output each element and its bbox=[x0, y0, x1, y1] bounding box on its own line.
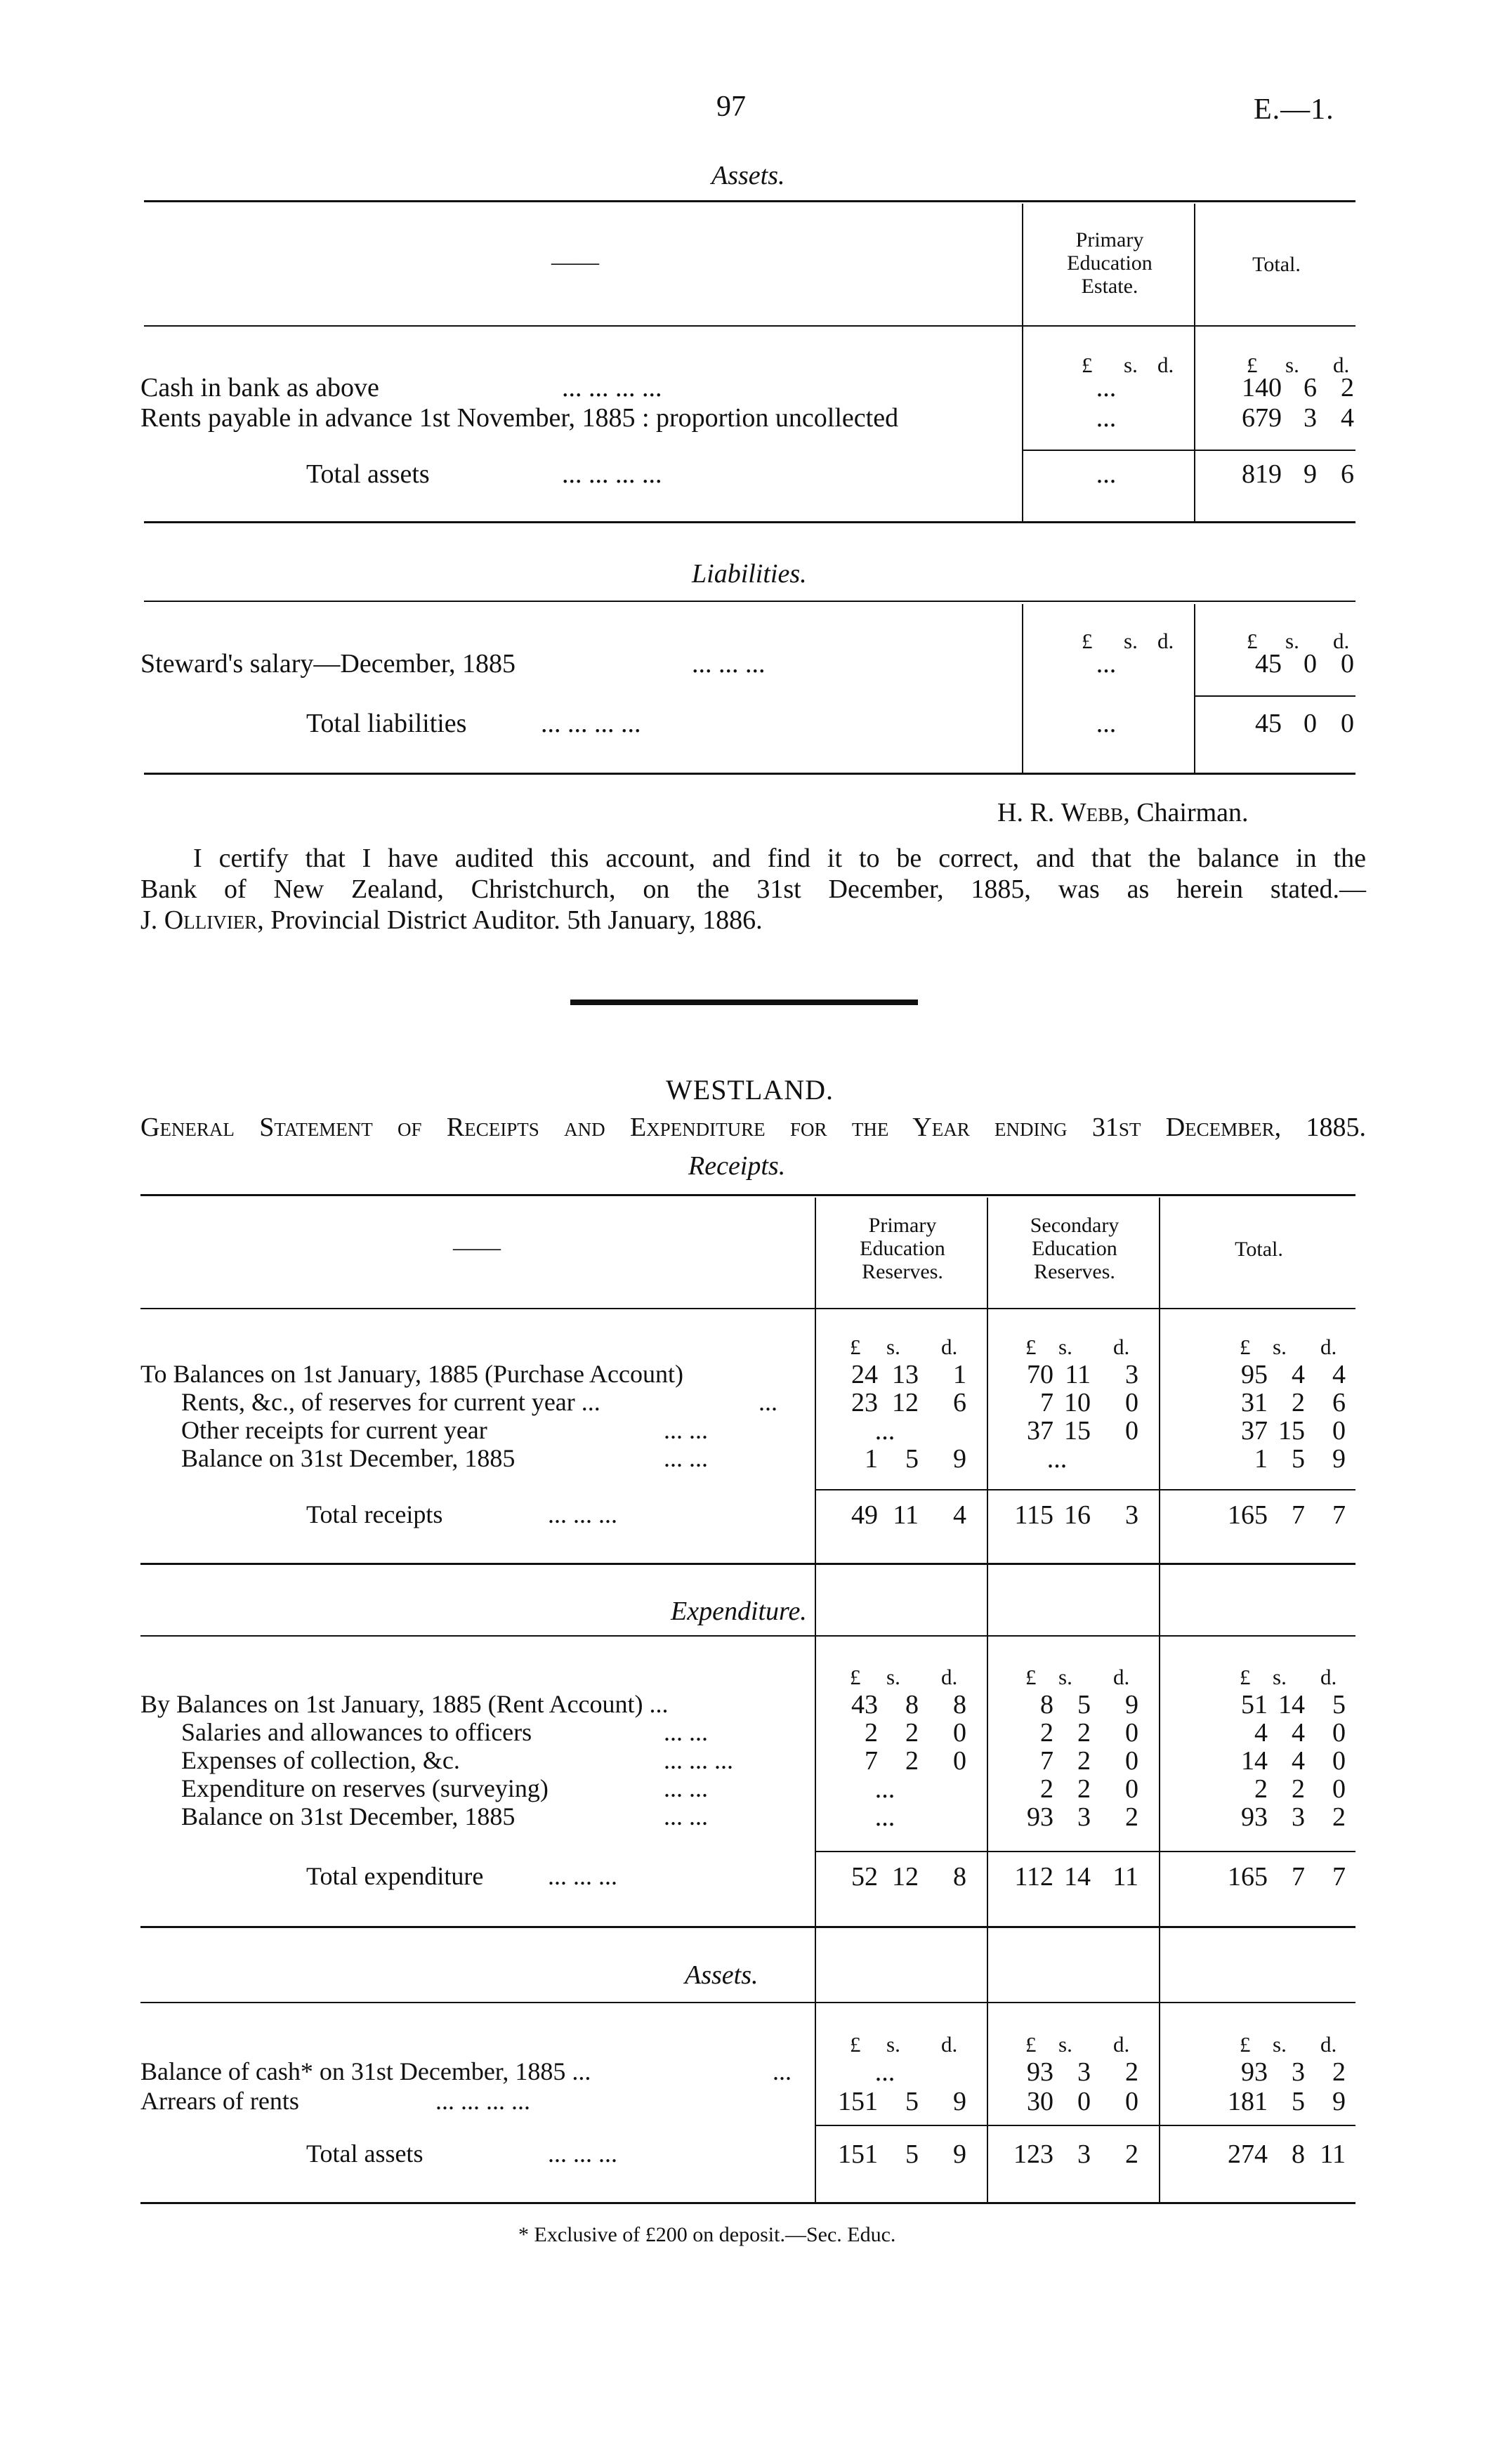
cell-pounds: 31 bbox=[1241, 1388, 1268, 1417]
unit-pence: d. bbox=[1157, 353, 1174, 377]
cell-pence: 9 bbox=[1332, 1444, 1346, 1474]
cell-shillings: 8 bbox=[905, 1690, 919, 1719]
cell: ... bbox=[1096, 649, 1117, 679]
col-header-secondary: Secondary Education Reserves. bbox=[1030, 1214, 1120, 1283]
row-label: Rents payable in advance 1st November, 1885 : proportion uncollected bbox=[140, 403, 899, 433]
page-number: 97 bbox=[716, 91, 746, 123]
leader-dots: ... ... ... ... bbox=[562, 459, 662, 489]
unit-shillings: s. bbox=[1273, 1665, 1287, 1689]
cell-pounds: 37 bbox=[1241, 1416, 1268, 1446]
unit-pounds: £ bbox=[1247, 353, 1258, 377]
row-label: Arrears of rents bbox=[140, 2087, 299, 2115]
cell-pounds: 14 bbox=[1241, 1746, 1268, 1776]
cell-pounds: 7 bbox=[865, 1746, 878, 1776]
cell-pence: 6 bbox=[1341, 459, 1354, 489]
cell-pence: 9 bbox=[1332, 2087, 1346, 2116]
cell-pounds: 151 bbox=[838, 2087, 878, 2116]
total-label: Total receipts bbox=[306, 1500, 443, 1528]
unit-shillings: s. bbox=[886, 1665, 900, 1689]
cell-pence: 0 bbox=[1341, 649, 1354, 679]
cell-pence: 0 bbox=[1332, 1746, 1346, 1776]
cell-pounds: 70 bbox=[1027, 1360, 1053, 1389]
unit-pence: d. bbox=[1320, 1335, 1337, 1359]
cell-shillings: 3 bbox=[1077, 2139, 1091, 2169]
cell-shillings: 10 bbox=[1064, 1388, 1091, 1417]
cell-pence: 6 bbox=[1332, 1388, 1346, 1417]
expenditure-title: Expenditure. bbox=[671, 1597, 807, 1626]
cell-pounds: 24 bbox=[851, 1360, 878, 1389]
unit-pence: d. bbox=[1320, 2032, 1337, 2057]
col-divider bbox=[1022, 604, 1023, 773]
cell-pounds: 51 bbox=[1241, 1690, 1268, 1719]
cell-shillings: 3 bbox=[1292, 1802, 1305, 1832]
rule bbox=[140, 1926, 1355, 1928]
unit-shillings: s. bbox=[1058, 2032, 1072, 2057]
cell-pence: 8 bbox=[953, 1862, 966, 1892]
unit-pence: d. bbox=[1113, 1665, 1130, 1689]
cell-shillings: 7 bbox=[1292, 1862, 1305, 1892]
col-header-total: Total. bbox=[1252, 253, 1301, 276]
cell-pounds: 274 bbox=[1228, 2139, 1268, 2169]
cell-pence: 9 bbox=[953, 2139, 966, 2169]
unit-pounds: £ bbox=[850, 2032, 861, 2057]
unit-pounds: £ bbox=[1082, 353, 1093, 377]
unit-pounds: £ bbox=[1240, 2032, 1251, 2057]
cell-pence: 0 bbox=[1332, 1774, 1346, 1804]
leader-dots: ... ... ... bbox=[692, 649, 766, 679]
rule bbox=[815, 1851, 1355, 1852]
cell-pounds: 93 bbox=[1027, 1802, 1053, 1832]
unit-pounds: £ bbox=[1240, 1665, 1251, 1689]
cell-pounds: 2 bbox=[1254, 1774, 1268, 1804]
cell-shillings: 14 bbox=[1064, 1862, 1091, 1892]
cell-shillings: 9 bbox=[1304, 459, 1317, 489]
unit-shillings: s. bbox=[886, 1335, 900, 1359]
col-divider bbox=[987, 1198, 988, 2202]
cell-pence: 9 bbox=[953, 2087, 966, 2116]
unit-pounds: £ bbox=[1082, 629, 1093, 653]
cell: ... bbox=[1096, 709, 1117, 738]
cell-pence: 2 bbox=[1125, 2139, 1138, 2169]
unit-shillings: s. bbox=[886, 2032, 900, 2057]
cell-pence: 0 bbox=[953, 1718, 966, 1748]
unit-pence: d. bbox=[1333, 629, 1350, 653]
cell-shillings: 2 bbox=[1077, 1718, 1091, 1748]
cell-empty: ... bbox=[874, 1774, 895, 1804]
total-label: Total assets bbox=[306, 2139, 424, 2168]
cell-pence: 11 bbox=[1112, 1862, 1138, 1892]
unit-pounds: £ bbox=[1025, 2032, 1037, 2057]
rule bbox=[144, 200, 1355, 202]
cell-pence: 0 bbox=[1332, 1718, 1346, 1748]
col-header-primary-estate: Primary Education Estate. bbox=[1067, 228, 1153, 298]
row-label: Salaries and allowances to officers bbox=[181, 1718, 532, 1746]
rule bbox=[815, 1489, 1355, 1490]
cell-shillings: 2 bbox=[1077, 1746, 1091, 1776]
cell-pence: 0 bbox=[1125, 1416, 1138, 1446]
leader-dots: ... bbox=[759, 1388, 777, 1416]
cell-shillings: 2 bbox=[905, 1746, 919, 1776]
rule bbox=[1022, 450, 1355, 451]
cell-shillings: 12 bbox=[892, 1388, 919, 1417]
total-label: Total assets bbox=[306, 459, 430, 489]
assets-title: Assets. bbox=[685, 1960, 759, 1990]
cell-shillings: 3 bbox=[1077, 1802, 1091, 1832]
unit-pence: d. bbox=[941, 2032, 958, 2057]
cell-pence: 2 bbox=[1332, 2057, 1346, 2087]
cell-pence: 0 bbox=[1125, 1746, 1138, 1776]
unit-pounds: £ bbox=[850, 1335, 861, 1359]
row-label: Expenses of collection, &c. bbox=[181, 1746, 460, 1774]
cell-pounds: 93 bbox=[1027, 2057, 1053, 2087]
unit-shillings: s. bbox=[1124, 629, 1138, 653]
unit-pence: d. bbox=[1113, 2032, 1130, 2057]
cell-pounds: 30 bbox=[1027, 2087, 1053, 2116]
cell-shillings: 2 bbox=[1292, 1388, 1305, 1417]
leader-dots: ... ... ... bbox=[548, 1500, 617, 1528]
cell-pounds: 2 bbox=[865, 1718, 878, 1748]
cell-pence: 2 bbox=[1125, 2057, 1138, 2087]
row-label: By Balances on 1st January, 1885 (Rent Account) ... bbox=[140, 1690, 669, 1718]
unit-shillings: s. bbox=[1058, 1665, 1072, 1689]
rule bbox=[140, 1635, 1355, 1637]
cell-shillings: 6 bbox=[1304, 373, 1317, 402]
cell-pounds: 49 bbox=[851, 1500, 878, 1530]
rule bbox=[140, 1563, 1355, 1565]
leader-dots: ... ... ... bbox=[548, 2139, 617, 2168]
leader-dots: ... ... bbox=[664, 1718, 708, 1746]
leader-dots: ... ... ... bbox=[664, 1746, 733, 1774]
cell-empty: ... bbox=[874, 1416, 895, 1446]
cell-pounds: 45 bbox=[1255, 709, 1282, 738]
rule bbox=[140, 2002, 1355, 2003]
cell-pounds: 7 bbox=[1040, 1746, 1053, 1776]
header-dash: —— bbox=[551, 249, 599, 275]
unit-pounds: £ bbox=[850, 1665, 861, 1689]
cell-shillings: 3 bbox=[1304, 403, 1317, 433]
col-header-total: Total. bbox=[1235, 1238, 1283, 1261]
cell-pounds: 819 bbox=[1242, 459, 1282, 489]
cell-pence: 0 bbox=[1332, 1416, 1346, 1446]
cell-pounds: 37 bbox=[1027, 1416, 1053, 1446]
unit-pounds: £ bbox=[1240, 1335, 1251, 1359]
leader-dots: ... ... ... bbox=[548, 1862, 617, 1890]
unit-pounds: £ bbox=[1025, 1335, 1037, 1359]
cell-shillings: 3 bbox=[1077, 2057, 1091, 2087]
cell-pence: 3 bbox=[1125, 1360, 1138, 1389]
leader-dots: ... ... ... ... bbox=[562, 373, 662, 402]
cell-shillings: 0 bbox=[1077, 2087, 1091, 2116]
total-label: Total liabilities bbox=[306, 709, 467, 738]
cell-pence: 0 bbox=[1125, 1774, 1138, 1804]
cell-pence: 9 bbox=[953, 1444, 966, 1474]
col-divider bbox=[815, 1198, 816, 2202]
cell-shillings: 15 bbox=[1064, 1416, 1091, 1446]
cell-pounds: 181 bbox=[1228, 2087, 1268, 2116]
cell-pence: 2 bbox=[1332, 1802, 1346, 1832]
cell-shillings: 5 bbox=[905, 2139, 919, 2169]
cell-shillings: 5 bbox=[1292, 1444, 1305, 1474]
cell-pence: 4 bbox=[953, 1500, 966, 1530]
unit-pence: d. bbox=[941, 1665, 958, 1689]
cell-pence: 8 bbox=[953, 1690, 966, 1719]
unit-pence: d. bbox=[1333, 353, 1350, 377]
cell-pounds: 4 bbox=[1254, 1718, 1268, 1748]
cell-pence: 5 bbox=[1332, 1690, 1346, 1719]
westland-title: WESTLAND. bbox=[666, 1074, 834, 1106]
row-label: Steward's salary—December, 1885 bbox=[140, 649, 516, 679]
leader-dots: ... ... bbox=[664, 1416, 708, 1444]
unit-shillings: s. bbox=[1285, 629, 1299, 653]
cell-pence: 7 bbox=[1332, 1500, 1346, 1530]
cell-empty: ... bbox=[1046, 1444, 1068, 1474]
cell-pounds: 7 bbox=[1040, 1388, 1053, 1417]
unit-pence: d. bbox=[941, 1335, 958, 1359]
unit-shillings: s. bbox=[1058, 1335, 1072, 1359]
cell: ... bbox=[1096, 403, 1117, 433]
cell-pounds: 1 bbox=[865, 1444, 878, 1474]
cell-pence: 4 bbox=[1332, 1360, 1346, 1389]
cell-pence: 11 bbox=[1320, 2139, 1346, 2169]
cell-pence: 1 bbox=[953, 1360, 966, 1389]
rule bbox=[144, 601, 1355, 602]
unit-pounds: £ bbox=[1025, 1665, 1037, 1689]
rule bbox=[144, 521, 1355, 523]
cell-shillings: 12 bbox=[892, 1862, 919, 1892]
cell-pounds: 23 bbox=[851, 1388, 878, 1417]
section-separator bbox=[570, 1000, 918, 1005]
cell-shillings: 14 bbox=[1278, 1690, 1305, 1719]
cell-pence: 2 bbox=[1125, 1802, 1138, 1832]
rule bbox=[144, 773, 1355, 775]
cell-shillings: 4 bbox=[1292, 1718, 1305, 1748]
rule bbox=[815, 2125, 1355, 2126]
cell-pounds: 123 bbox=[1013, 2139, 1053, 2169]
cell-shillings: 11 bbox=[893, 1500, 919, 1530]
cell-pounds: 165 bbox=[1228, 1862, 1268, 1892]
cell-pence: 9 bbox=[1125, 1690, 1138, 1719]
signature: H. R. Webb, Chairman. bbox=[997, 798, 1249, 827]
row-label: Rents, &c., of reserves for current year ... bbox=[181, 1388, 600, 1416]
unit-pence: d. bbox=[1157, 629, 1174, 653]
cell-pounds: 115 bbox=[1014, 1500, 1053, 1530]
cell-pence: 0 bbox=[953, 1746, 966, 1776]
cell-shillings: 16 bbox=[1064, 1500, 1091, 1530]
row-label: Other receipts for current year bbox=[181, 1416, 487, 1444]
cell-shillings: 3 bbox=[1292, 2057, 1305, 2087]
cell-pence: 3 bbox=[1125, 1500, 1138, 1530]
leader-dots: ... ... bbox=[664, 1802, 708, 1830]
leader-dots: ... ... ... ... bbox=[435, 2087, 530, 2115]
unit-shillings: s. bbox=[1273, 1335, 1287, 1359]
cell-shillings: 5 bbox=[1292, 2087, 1305, 2116]
cell-pounds: 112 bbox=[1014, 1862, 1053, 1892]
cell-shillings: 13 bbox=[892, 1360, 919, 1389]
row-label: Balance of cash* on 31st December, 1885 ... bbox=[140, 2057, 591, 2085]
cell-shillings: 4 bbox=[1292, 1746, 1305, 1776]
cell-shillings: 0 bbox=[1304, 649, 1317, 679]
cell-pounds: 165 bbox=[1228, 1500, 1268, 1530]
cell-pounds: 2 bbox=[1040, 1718, 1053, 1748]
unit-pounds: £ bbox=[1247, 629, 1258, 653]
leader-dots: ... bbox=[773, 2057, 792, 2085]
cell-pence: 2 bbox=[1341, 373, 1354, 402]
leader-dots: ... ... ... ... bbox=[541, 709, 641, 738]
cell-pounds: 8 bbox=[1040, 1690, 1053, 1719]
liabilities-title: Liabilities. bbox=[692, 559, 807, 589]
row-label: Balance on 31st December, 1885 bbox=[181, 1444, 516, 1472]
cell-pounds: 52 bbox=[851, 1862, 878, 1892]
cell-empty: ... bbox=[874, 2057, 895, 2087]
total-label: Total expenditure bbox=[306, 1862, 484, 1890]
cell-pence: 0 bbox=[1125, 1718, 1138, 1748]
cell-shillings: 5 bbox=[1077, 1690, 1091, 1719]
cell-pounds: 93 bbox=[1241, 1802, 1268, 1832]
col-divider bbox=[1194, 604, 1195, 773]
col-divider bbox=[1159, 1198, 1160, 2202]
cell-pence: 0 bbox=[1125, 2087, 1138, 2116]
unit-pence: d. bbox=[1113, 1335, 1130, 1359]
cell-pounds: 679 bbox=[1242, 403, 1282, 433]
cell-pounds: 1 bbox=[1254, 1444, 1268, 1474]
cell-shillings: 5 bbox=[905, 1444, 919, 1474]
unit-shillings: s. bbox=[1124, 353, 1138, 377]
cell-shillings: 7 bbox=[1292, 1500, 1305, 1530]
leader-dots: ... ... bbox=[664, 1444, 708, 1472]
document-code: E.—1. bbox=[1254, 93, 1334, 126]
cell-shillings: 2 bbox=[1077, 1774, 1091, 1804]
cell: ... bbox=[1096, 459, 1117, 489]
cell-shillings: 15 bbox=[1278, 1416, 1305, 1446]
cell-shillings: 4 bbox=[1292, 1360, 1305, 1389]
cell-shillings: 8 bbox=[1292, 2139, 1305, 2169]
audit-certificate: I certify that I have audited this account, and find it to be correct, and that the balance in the Bank of New Zealand, Christchurch, on the 31st December, 1885, was as herein stated.— J. Ollivier, Provincial District Auditor. 5th January, 1886. bbox=[140, 844, 1366, 935]
cell-pounds: 43 bbox=[851, 1690, 878, 1719]
rule bbox=[140, 2202, 1355, 2204]
westland-subtitle: General Statement of Receipts and Expenditure for the Year ending 31st December, 1885. bbox=[140, 1113, 1366, 1142]
receipts-title: Receipts. bbox=[688, 1151, 786, 1181]
leader-dots: ... ... bbox=[664, 1774, 708, 1802]
cell-pence: 6 bbox=[953, 1388, 966, 1417]
cell-pence: 0 bbox=[1341, 709, 1354, 738]
unit-shillings: s. bbox=[1285, 353, 1299, 377]
cell-pounds: 2 bbox=[1040, 1774, 1053, 1804]
cell-pounds: 151 bbox=[838, 2139, 878, 2169]
row-label: Balance on 31st December, 1885 bbox=[181, 1802, 516, 1830]
cell-shillings: 11 bbox=[1065, 1360, 1091, 1389]
cell-pence: 7 bbox=[1332, 1862, 1346, 1892]
cell-shillings: 2 bbox=[1292, 1774, 1305, 1804]
cell-pence: 0 bbox=[1125, 1388, 1138, 1417]
col-header-primary: Primary Education Reserves. bbox=[860, 1214, 945, 1283]
rule bbox=[144, 325, 1355, 327]
col-divider bbox=[1022, 204, 1023, 521]
cell-shillings: 5 bbox=[905, 2087, 919, 2116]
rule bbox=[1194, 695, 1355, 697]
cell: ... bbox=[1096, 373, 1117, 402]
header-dash: —— bbox=[453, 1235, 501, 1261]
rule bbox=[140, 1194, 1355, 1196]
row-label: Expenditure on reserves (surveying) bbox=[181, 1774, 549, 1802]
rule bbox=[140, 1308, 1355, 1309]
footnote: * Exclusive of £200 on deposit.—Sec. Educ. bbox=[518, 2223, 896, 2246]
cell-pounds: 95 bbox=[1241, 1360, 1268, 1389]
unit-pence: d. bbox=[1320, 1665, 1337, 1689]
cell-pounds: 45 bbox=[1255, 649, 1282, 679]
cell-shillings: 0 bbox=[1304, 709, 1317, 738]
unit-shillings: s. bbox=[1273, 2032, 1287, 2057]
cell-empty: ... bbox=[874, 1802, 895, 1832]
row-label: To Balances on 1st January, 1885 (Purchase Account) bbox=[140, 1360, 683, 1388]
assets-title: Assets. bbox=[711, 161, 785, 190]
row-label: Cash in bank as above bbox=[140, 373, 379, 402]
cell-pounds: 140 bbox=[1242, 373, 1282, 402]
cell-pence: 4 bbox=[1341, 403, 1354, 433]
cell-pounds: 93 bbox=[1241, 2057, 1268, 2087]
cell-shillings: 2 bbox=[905, 1718, 919, 1748]
